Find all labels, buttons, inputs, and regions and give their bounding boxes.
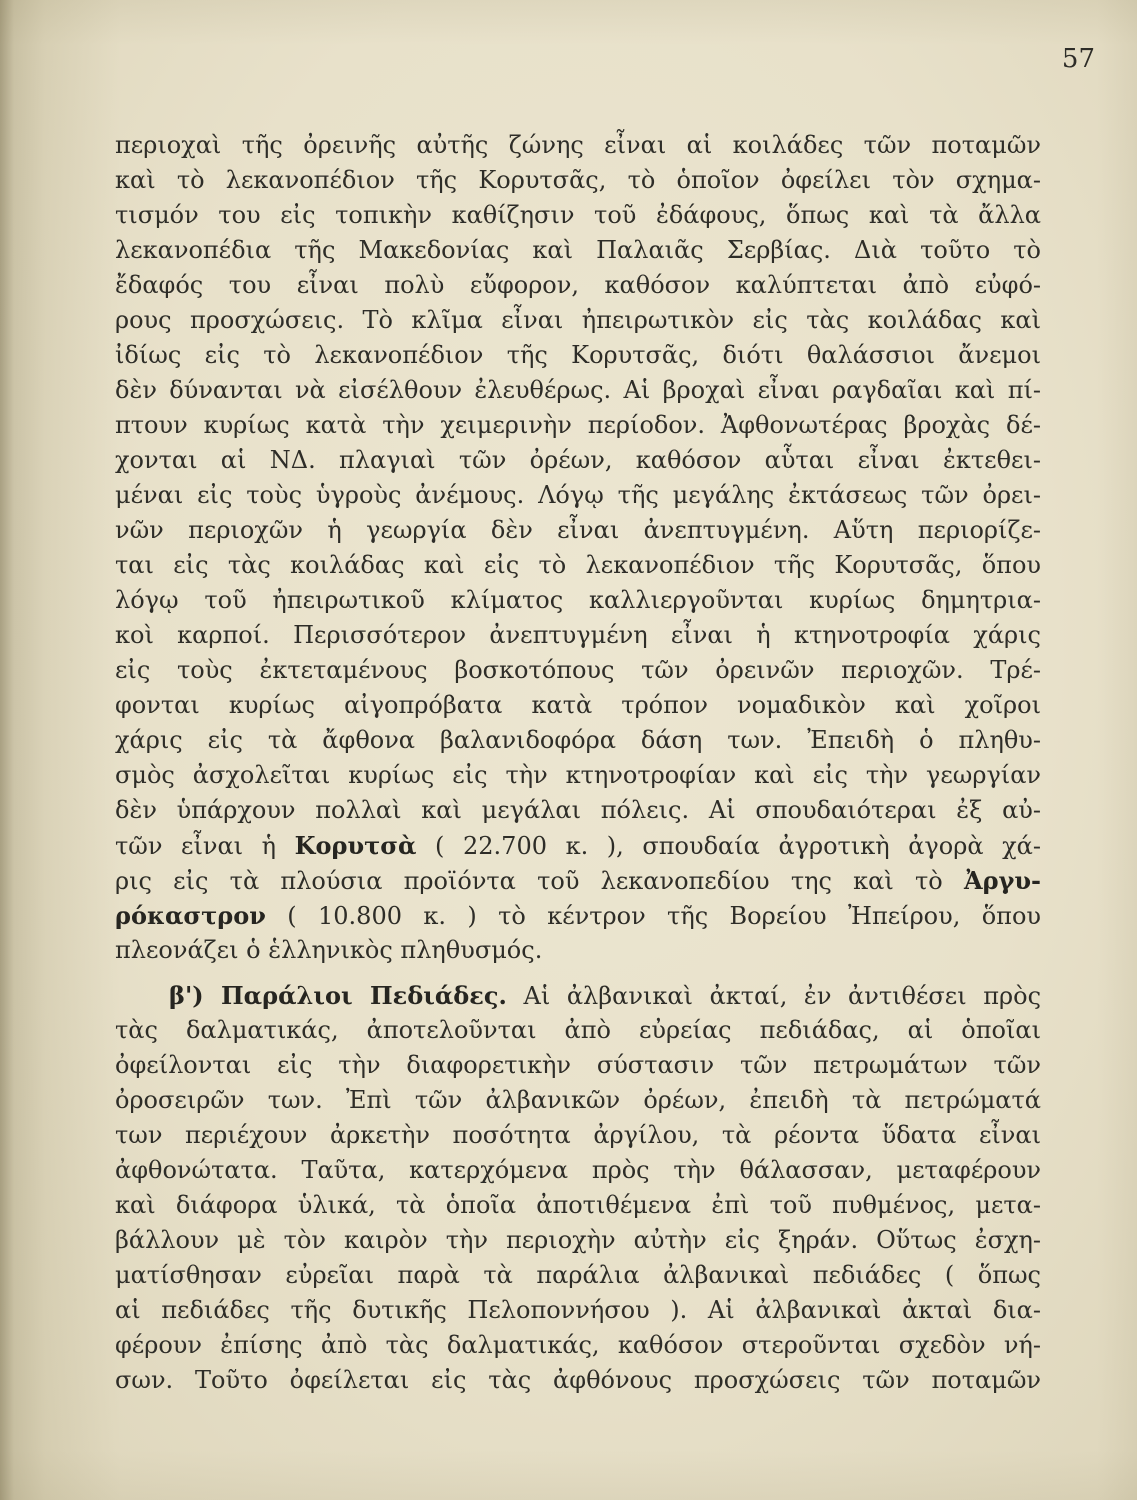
text-block [115, 128, 1041, 1398]
text-segment: ἀφθονώτατα. Ταῦτα, κατερχόμενα πρὸς τὴν θάλασσαν, μεταφέρουν [115, 1156, 1041, 1184]
text-line [115, 128, 1041, 163]
text-line [115, 618, 1041, 653]
text-line [115, 1153, 1041, 1188]
text-line [115, 373, 1041, 408]
text-segment: αἱ πεδιάδες τῆς δυτικῆς Πελοποννήσου ). Αἱ ἀλβανικαὶ ἀκταὶ δια- [115, 1296, 1041, 1324]
text-segment: κοὶ καρποί. Περισσότερον ἀνεπτυγμένη εἶναι ἡ κτηνοτροφία χάρις [115, 621, 1041, 649]
text-segment: σων. Τοῦτο ὀφείλεται εἰς τὰς ἀφθόνους προσχώσεις τῶν ποταμῶν [115, 1366, 1041, 1394]
text-segment: δὲν ὑπάρχουν πολλαὶ καὶ μεγάλαι πόλεις. Αἱ σπουδαιότεραι ἐξ αὐ- [115, 796, 1041, 824]
text-segment: πτουν κυρίως κατὰ τὴν χειμερινὴν περίοδον. Ἀφθονωτέρας βροχὰς δέ- [115, 411, 1041, 439]
text-line [115, 268, 1041, 303]
text-segment: μέναι εἰς τοὺς ὑγροὺς ἀνέμους. Λόγῳ τῆς μεγάλης ἐκτάσεως τῶν ὀρει- [115, 481, 1041, 509]
text-line [115, 513, 1041, 548]
text-line [115, 548, 1041, 583]
text-line [115, 1118, 1041, 1153]
text-line [115, 688, 1041, 723]
text-segment: ὀφείλονται εἰς τὴν διαφορετικὴν σύστασιν τῶν πετρωμάτων τῶν [115, 1051, 1041, 1079]
bold-term: Ἀργυ- [963, 866, 1041, 895]
text-line [115, 1048, 1041, 1083]
text-line [115, 443, 1041, 478]
text-line [115, 1188, 1041, 1223]
text-segment: καὶ τὸ λεκανοπέδιον τῆς Κορυτσᾶς, τὸ ὁποῖον ὀφείλει τὸν σχημα- [115, 166, 1041, 194]
text-segment: καὶ διάφορα ὑλικά, τὰ ὁποῖα ἀποτιθέμενα ἐπὶ τοῦ πυθμένος, μετα- [115, 1191, 1041, 1219]
text-line [115, 408, 1041, 443]
text-line [115, 1293, 1041, 1328]
text-segment: φέρουν ἐπίσης ἀπὸ τὰς δαλματικάς, καθόσον στεροῦνται σχεδὸν νή- [115, 1331, 1041, 1359]
text-line [115, 1083, 1041, 1118]
text-line [115, 898, 1041, 933]
text-line [115, 1013, 1041, 1048]
text-segment: λεκανοπέδια τῆς Μακεδονίας καὶ Παλαιᾶς Σερβίας. Διὰ τοῦτο τὸ [115, 236, 1041, 264]
text-segment: νῶν περιοχῶν ἡ γεωργία δὲν εἶναι ἀνεπτυγμένη. Αὕτη περιορίζε- [115, 516, 1041, 544]
text-segment: ἰδίως εἰς τὸ λεκανοπέδιον τῆς Κορυτσᾶς, διότι θαλάσσιοι ἄνεμοι [115, 341, 1041, 369]
text-segment: ρους προσχώσεις. Τὸ κλῖμα εἶναι ἠπειρωτικὸν εἰς τὰς κοιλάδας καὶ [115, 306, 1041, 334]
text-segment: περιοχαὶ τῆς ὀρεινῆς αὐτῆς ζώνης εἶναι αἱ κοιλάδες τῶν ποταμῶν [115, 131, 1041, 159]
text-line [115, 198, 1041, 233]
text-line [115, 653, 1041, 688]
text-line [115, 978, 1041, 1013]
text-segment: ( 10.800 κ. ) τὸ κέντρον τῆς Βορείου Ἠπείρου, ὅπου [265, 902, 1041, 930]
text-line [115, 933, 1041, 968]
page-number: 57 [1061, 44, 1095, 74]
text-line [115, 303, 1041, 338]
text-line [115, 163, 1041, 198]
text-segment: φονται κυρίως αἰγοπρόβατα κατὰ τρόπον νομαδικὸν καὶ χοῖροι [115, 691, 1041, 719]
text-segment: χάρις εἰς τὰ ἄφθονα βαλανιδοφόρα δάση των. Ἐπειδὴ ὁ πληθυ- [115, 726, 1041, 754]
text-line [115, 1258, 1041, 1293]
text-segment: ὀροσειρῶν των. Ἐπὶ τῶν ἀλβανικῶν ὀρέων, ἐπειδὴ τὰ πετρώματά [115, 1086, 1041, 1114]
text-segment: τὰς δαλματικάς, ἀποτελοῦνται ἀπὸ εὐρείας πεδιάδας, αἱ ὁποῖαι [115, 1016, 1041, 1044]
text-line [115, 233, 1041, 268]
text-segment: Αἱ ἀλβανικαὶ ἀκταί, ἐν ἀντιθέσει πρὸς [506, 982, 1042, 1010]
text-segment: ρις εἰς τὰ πλούσια προϊόντα τοῦ λεκανοπεδίου της καὶ τὸ [115, 867, 964, 895]
text-line [115, 723, 1041, 758]
text-segment: ματίσθησαν εὐρεῖαι παρὰ τὰ παράλια ἀλβανικαὶ πεδιάδες ( ὅπως [115, 1261, 1041, 1289]
text-line [115, 758, 1041, 793]
bold-term: Κορυτσὰ [294, 831, 417, 860]
text-segment: λόγῳ τοῦ ἠπειρωτικοῦ κλίματος καλλιεργοῦνται κυρίως δημητρια- [115, 586, 1041, 614]
text-segment: πλεονάζει ὁ ἑλληνικὸς πληθυσμός. [115, 936, 543, 964]
text-line [115, 828, 1041, 863]
text-line [115, 478, 1041, 513]
bold-term: β') Παράλιοι Πεδιάδες. [169, 981, 507, 1010]
text-line [115, 1223, 1041, 1258]
text-segment: ἔδαφός του εἶναι πολὺ εὔφορον, καθόσον καλύπτεται ἀπὸ εὐφό- [115, 271, 1041, 299]
text-segment: ται εἰς τὰς κοιλάδας καὶ εἰς τὸ λεκανοπέδιον τῆς Κορυτσᾶς, ὅπου [115, 551, 1041, 579]
text-segment: δὲν δύνανται νὰ εἰσέλθουν ἐλευθέρως. Αἱ βροχαὶ εἶναι ραγδαῖαι καὶ πί- [115, 376, 1041, 404]
text-segment: τισμόν του εἰς τοπικὴν καθίζησιν τοῦ ἐδάφους, ὅπως καὶ τὰ ἄλλα [115, 201, 1041, 229]
text-segment: βάλλουν μὲ τὸν καιρὸν τὴν περιοχὴν αὐτὴν εἰς ξηράν. Οὕτως ἐσχη- [115, 1226, 1041, 1254]
text-segment: χονται αἱ ΝΔ. πλαγιαὶ τῶν ὀρέων, καθόσον αὗται εἶναι ἐκτεθει- [115, 446, 1041, 474]
text-line [115, 793, 1041, 828]
text-line [115, 863, 1041, 898]
text-segment: των περιέχουν ἀρκετὴν ποσότητα ἀργίλου, τὰ ρέοντα ὕδατα εἶναι [115, 1121, 1041, 1149]
text-line [115, 1363, 1041, 1398]
text-segment: σμὸς ἀσχολεῖται κυρίως εἰς τὴν κτηνοτροφίαν καὶ εἰς τὴν γεωργίαν [115, 761, 1041, 789]
text-segment: ( 22.700 κ. ), σπουδαία ἀγροτικὴ ἀγορὰ χά- [416, 832, 1041, 860]
bold-term: ρόκαστρον [115, 901, 266, 930]
text-line [115, 583, 1041, 618]
text-line [115, 338, 1041, 373]
text-line [115, 1328, 1041, 1363]
text-segment: τῶν εἶναι ἡ [115, 832, 295, 860]
text-segment: εἰς τοὺς ἐκτεταμένους βοσκοτόπους τῶν ὀρεινῶν περιοχῶν. Τρέ- [115, 656, 1041, 684]
